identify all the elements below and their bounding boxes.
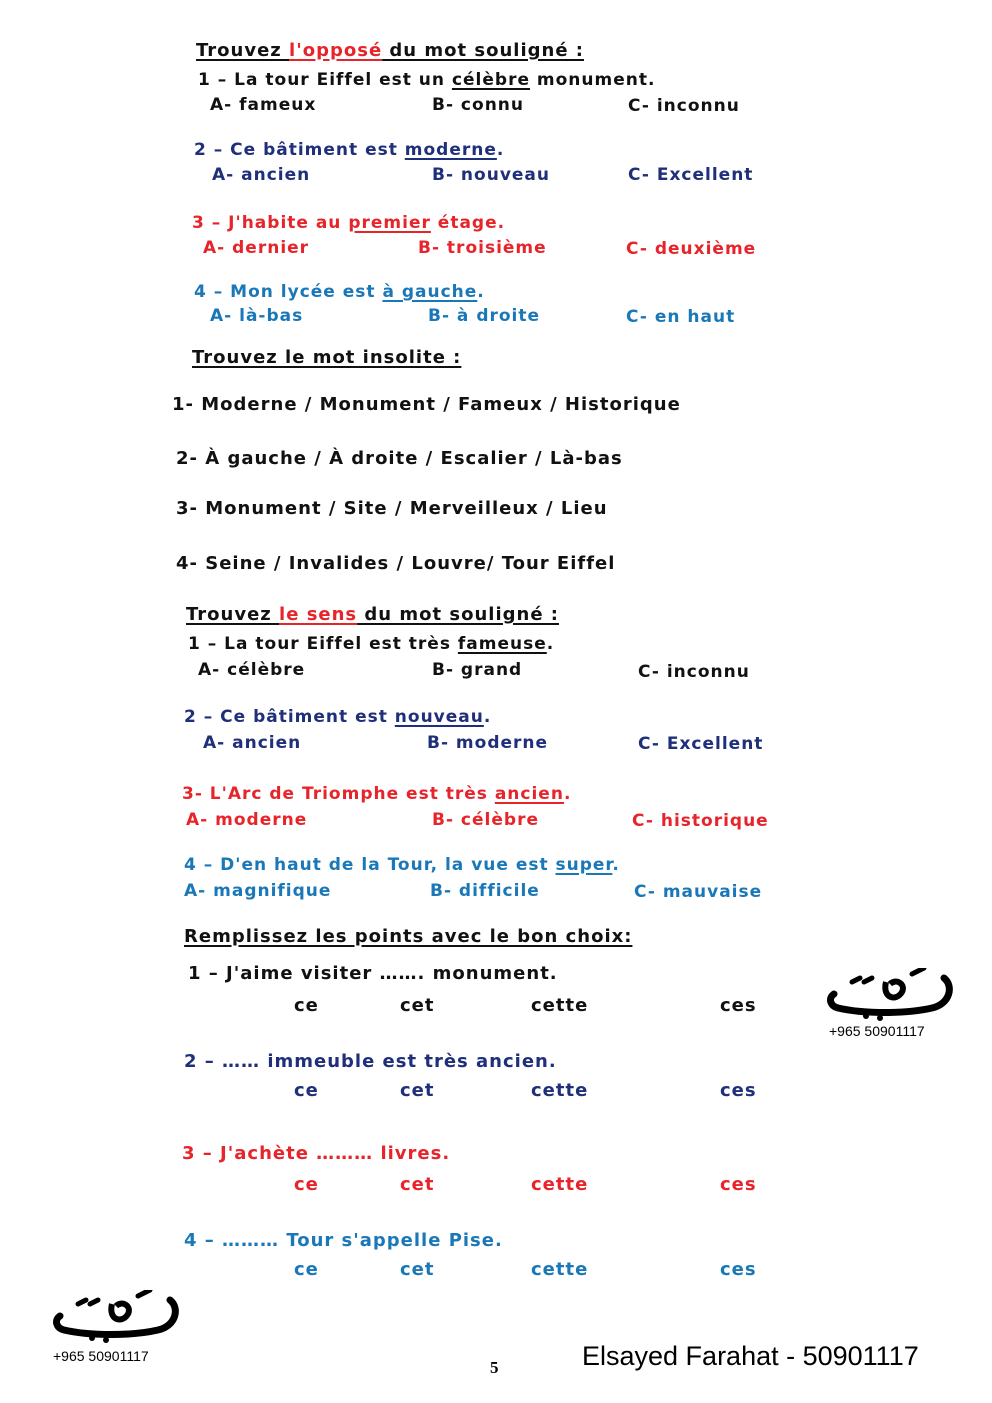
- s3-q2-option-a: A- ancien: [203, 733, 302, 753]
- logo-phone-right: +965 50901117: [829, 1023, 925, 1039]
- s3-q3-option-a: A- moderne: [186, 810, 308, 830]
- section1-title: Trouvez l'opposé du mot souligné :: [196, 40, 584, 61]
- s1-q1-option-a: A- fameux: [210, 95, 317, 115]
- s4-q1-choice-cet: cet: [400, 995, 435, 1016]
- s3-q4-option-b: B- difficile: [430, 881, 540, 901]
- s1-q2-option-a: A- ancien: [212, 165, 311, 185]
- s4-q4-choice-ce: ce: [294, 1259, 319, 1280]
- s4-q2-choice-ce: ce: [294, 1080, 319, 1101]
- s4-q4-choice-cette: cette: [531, 1259, 589, 1280]
- page-number: 5: [490, 1358, 499, 1377]
- calligraphy-logo-icon: [826, 968, 954, 1022]
- s4-q4-choice-cet: cet: [400, 1259, 435, 1280]
- s3-q1-option-c: C- inconnu: [638, 662, 750, 682]
- s4-q1-question: 1 – J'aime visiter ……. monument.: [188, 963, 558, 984]
- s1-q4-option-c: C- en haut: [626, 307, 736, 327]
- brand-logo-left: [52, 1290, 180, 1344]
- s3-q3-option-b: B- célèbre: [432, 810, 539, 830]
- s4-q2-choice-cet: cet: [400, 1080, 435, 1101]
- s3-q1-option-a: A- célèbre: [198, 660, 306, 680]
- s4-q1-choice-ce: ce: [294, 995, 319, 1016]
- s1-q4-option-a: A- là-bas: [210, 306, 304, 326]
- brand-logo-right: [826, 968, 954, 1022]
- s4-q3-choice-ce: ce: [294, 1174, 319, 1195]
- section3-title: Trouvez le sens du mot souligné :: [186, 604, 559, 625]
- s4-q3-choice-cet: cet: [400, 1174, 435, 1195]
- s1-q1-option-b: B- connu: [432, 95, 524, 115]
- s4-q3-choice-ces: ces: [720, 1174, 757, 1195]
- s3-q1-option-b: B- grand: [432, 660, 523, 680]
- s3-q2-question: 2 – Ce bâtiment est nouveau.: [184, 707, 492, 727]
- calligraphy-logo-icon: [52, 1290, 180, 1344]
- s1-q3-option-a: A- dernier: [203, 238, 310, 258]
- s3-q4-option-a: A- magnifique: [184, 881, 332, 901]
- s4-q2-choice-ces: ces: [720, 1080, 757, 1101]
- s3-q3-question: 3- L'Arc de Triomphe est très ancien.: [182, 784, 572, 804]
- insolite-item-3: 3- Monument / Site / Merveilleux / Lieu: [176, 498, 608, 519]
- s1-q2-option-b: B- nouveau: [432, 165, 551, 185]
- s4-q4-choice-ces: ces: [720, 1259, 757, 1280]
- section4-title: Remplissez les points avec le bon choix:: [184, 926, 633, 947]
- s4-q1-choice-cette: cette: [531, 995, 589, 1016]
- s3-q4-question: 4 – D'en haut de la Tour, la vue est super.: [184, 855, 620, 875]
- insolite-item-1: 1- Moderne / Monument / Fameux / Historique: [172, 394, 681, 415]
- s4-q2-choice-cette: cette: [531, 1080, 589, 1101]
- s3-q2-option-b: B- moderne: [427, 733, 549, 753]
- s4-q4-question: 4 – ……… Tour s'appelle Pise.: [184, 1230, 503, 1251]
- footer-author: Elsayed Farahat - 50901117: [582, 1341, 919, 1371]
- s1-q3-option-c: C- deuxième: [626, 239, 757, 259]
- s3-q4-option-c: C- mauvaise: [634, 882, 763, 902]
- insolite-item-2: 2- À gauche / À droite / Escalier / Là-bas: [176, 448, 623, 469]
- s3-q3-option-c: C- historique: [632, 811, 769, 831]
- s1-q2-question: 2 – Ce bâtiment est moderne.: [194, 140, 505, 160]
- s4-q3-question: 3 – J'achète ……… livres.: [182, 1143, 451, 1164]
- s1-q1-option-c: C- inconnu: [628, 96, 740, 116]
- s4-q1-choice-ces: ces: [720, 995, 757, 1016]
- s1-q4-option-b: B- à droite: [428, 306, 541, 326]
- insolite-item-4: 4- Seine / Invalides / Louvre/ Tour Eiffel: [176, 553, 616, 574]
- s3-q1-question: 1 – La tour Eiffel est très fameuse.: [188, 634, 555, 654]
- s1-q2-option-c: C- Excellent: [628, 165, 754, 185]
- section2-title: Trouvez le mot insolite :: [192, 347, 462, 368]
- s3-q2-option-c: C- Excellent: [638, 734, 764, 754]
- logo-phone-left: +965 50901117: [53, 1348, 149, 1364]
- s1-q1-question: 1 – La tour Eiffel est un célèbre monument.: [198, 70, 656, 90]
- s1-q4-question: 4 – Mon lycée est à gauche.: [194, 282, 485, 302]
- s4-q3-choice-cette: cette: [531, 1174, 589, 1195]
- s4-q2-question: 2 – …… immeuble est très ancien.: [184, 1051, 557, 1072]
- s1-q3-question: 3 – J'habite au premier étage.: [192, 213, 506, 233]
- s1-q3-option-b: B- troisième: [418, 238, 547, 258]
